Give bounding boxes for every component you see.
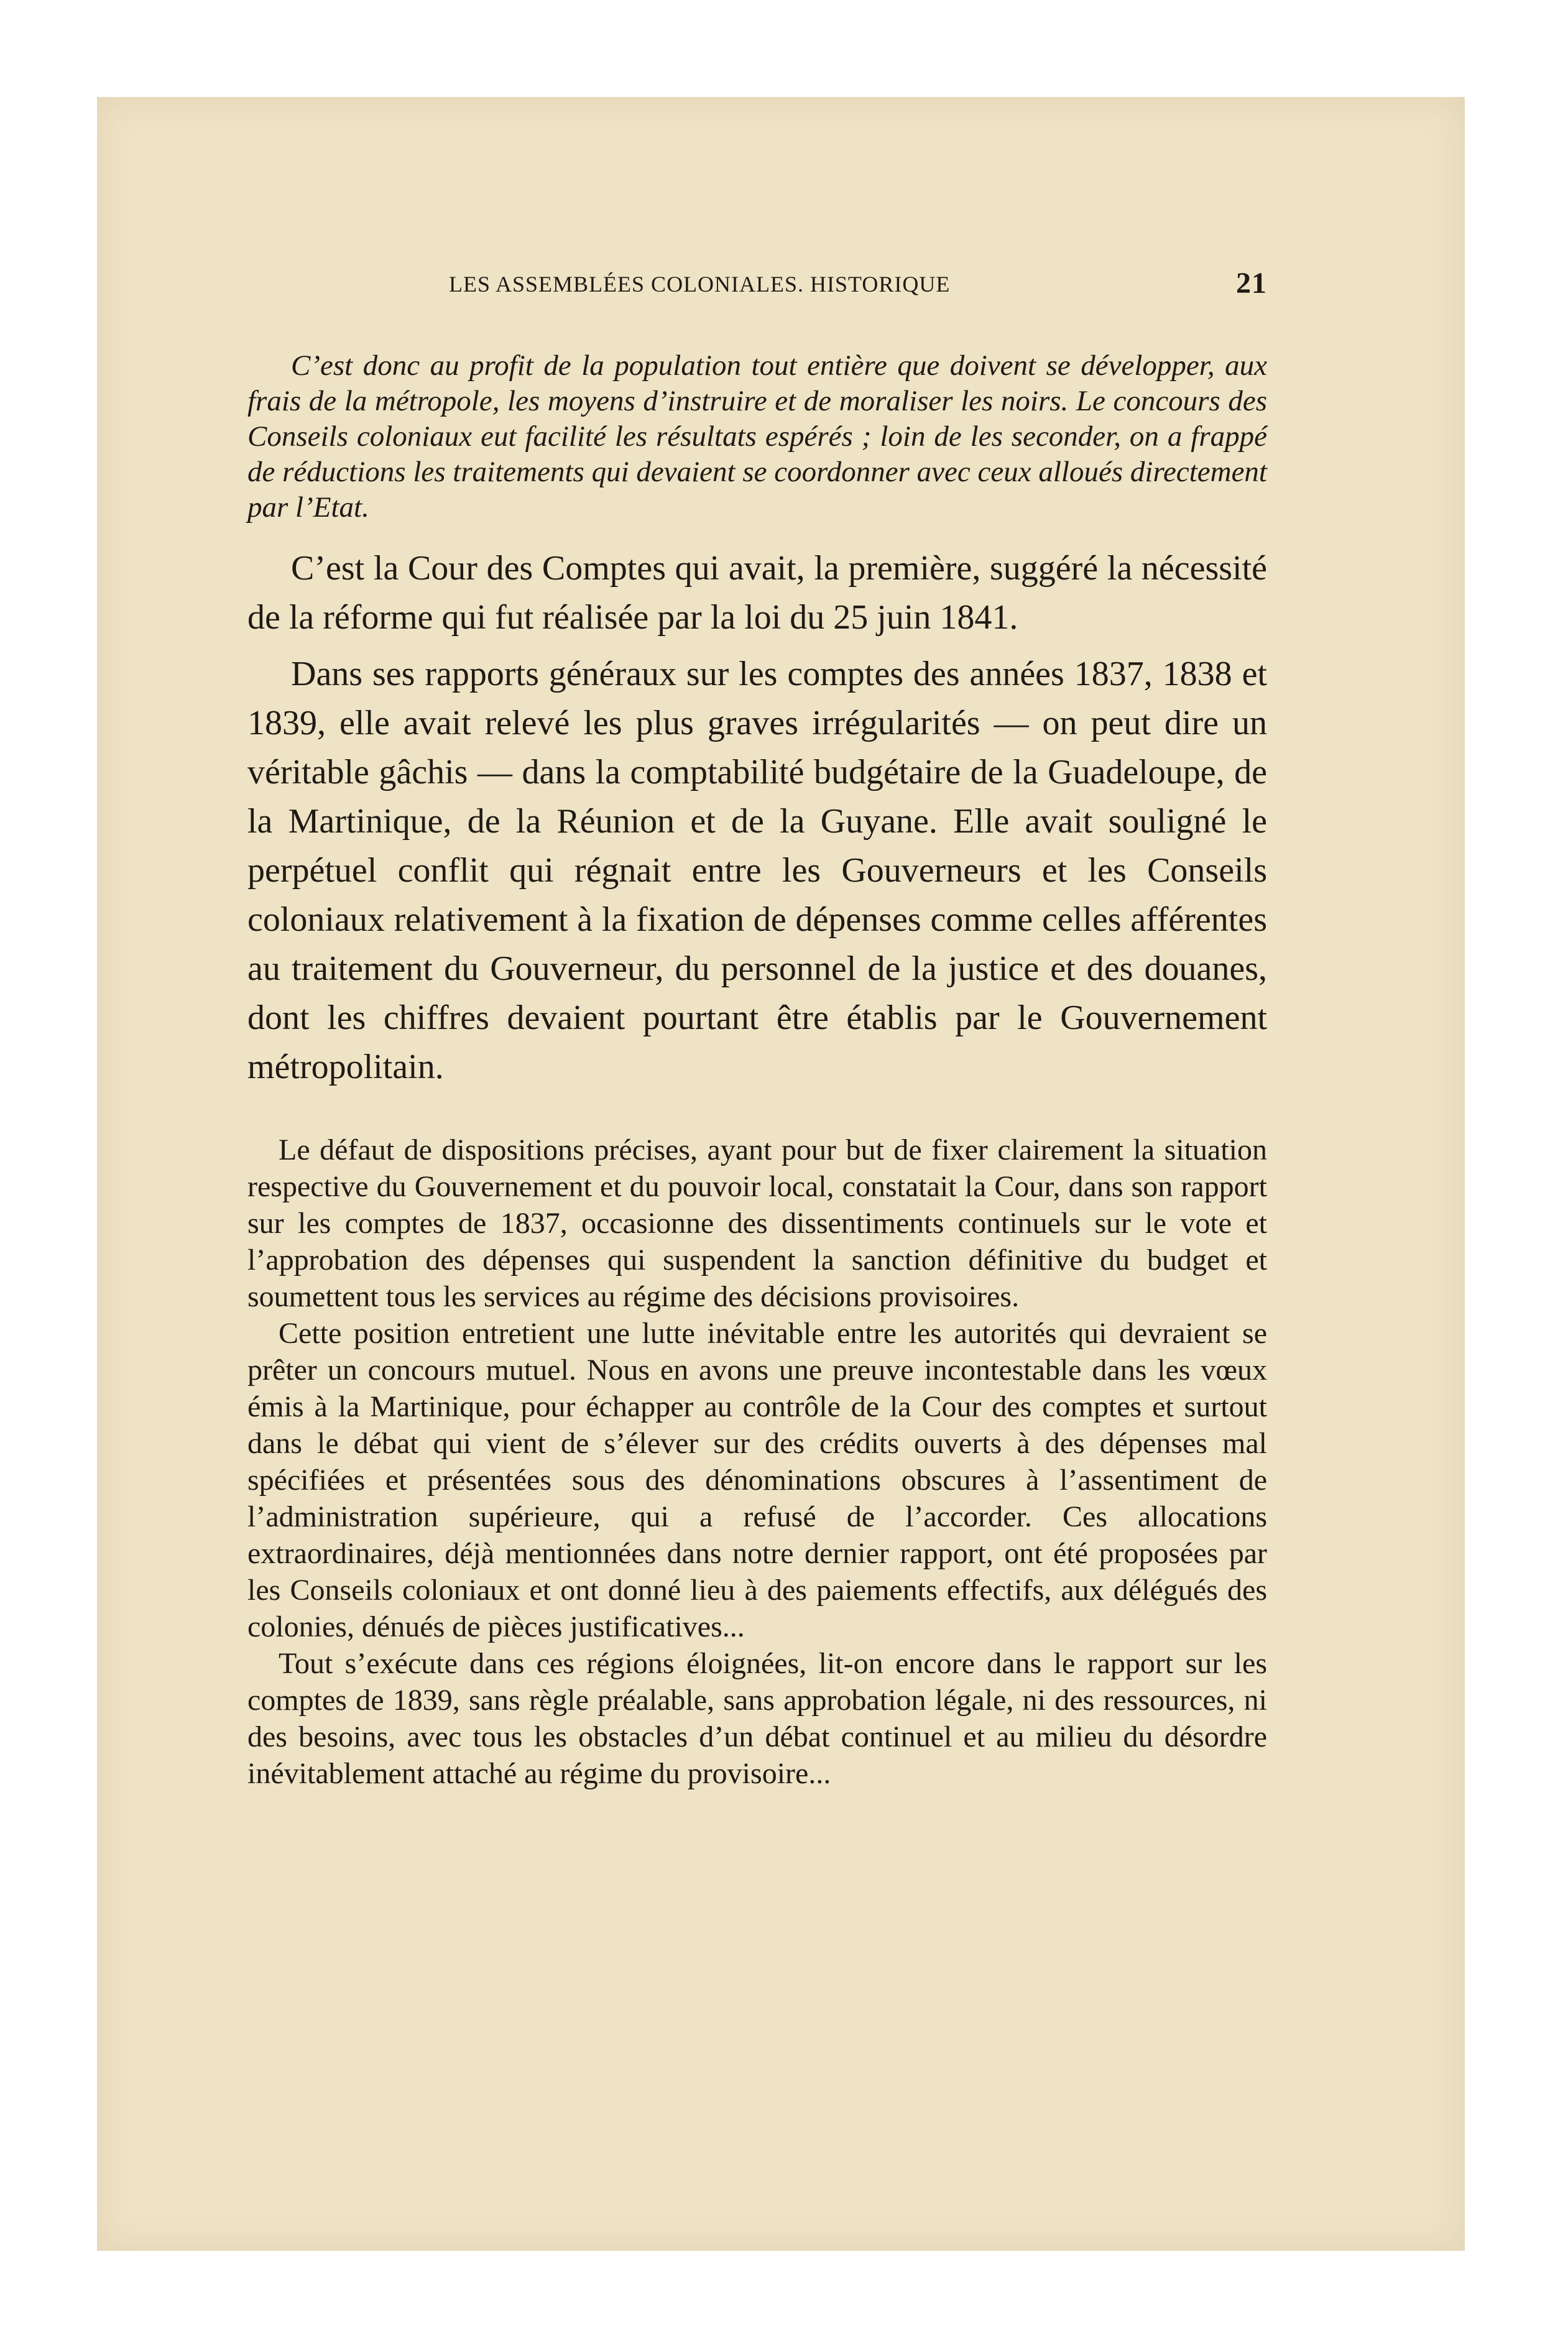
- running-title: LES ASSEMBLÉES COLONIALES. HISTORIQUE: [449, 272, 951, 297]
- body-paragraph: Dans ses rapports généraux sur les comptes des années 1837, 1838 et 1839, elle avait relevé les plus graves irrégularités — on peut dire un véritable gâchis — dans la comptabilité budgétaire de la Guadeloupe, de la Martinique, de la Réunion et de la Guyane. Elle avait souligné le perpétuel conflit qui régnait entre les Gouverneurs et les Conseils coloniaux relativement à la fixation de dépenses comme celles afférentes au traitement du Gouverneur, du personnel de la justice et des douanes, dont les chiffres devaient pourtant être établis par le Gouvernement métropolitain.: [247, 655, 1267, 1086]
- quoted-paragraph: Le défaut de dispositions précises, ayant pour but de fixer clairement la situation respective du Gouvernement et du pouvoir local, constatait la Cour, dans son rapport sur les comptes de 1837, occasionne des dissentiments continuels sur le vote et l’approbation des dépenses qui suspendent la sanction définitive du budget et soumettent tous les services au régime des décisions provisoires.: [247, 1133, 1267, 1313]
- quoted-paragraph: Tout s’exécute dans ces régions éloignées, lit-on encore dans le rapport sur les comptes de 1839, sans règle préalable, sans approbation légale, ni des ressources, ni des besoins, avec tous les obstacles d’un débat continuel et au milieu du désordre inévitablement attaché au régime du provisoire...: [247, 1647, 1267, 1790]
- body-paragraph: C’est la Cour des Comptes qui avait, la première, suggéré la nécessité de la réforme qui fut réalisée par la loi du 25 juin 1841.: [247, 549, 1267, 637]
- book-page: [247, 266, 1267, 1792]
- quoted-paragraph: Cette position entretient une lutte inévitable entre les autorités qui devraient se prêter un concours mutuel. Nous en avons une preuve incontestable dans les vœux émis à la Martinique, pour échapper au contrôle de la Cour des comptes et surtout dans le débat qui vient de s’élever sur des crédits ouverts à des dépenses mal spécifiées et présentées sous des dénominations obscures à l’assentiment de l’administration supérieure, qui a refusé de l’accorder. Ces allocations extraordinaires, déjà mentionnées dans notre dernier rapport, ont été proposées par les Conseils coloniaux et ont donné lieu à des paiements effectifs, aux délégués des colonies, dénués de pièces justificatives...: [247, 1317, 1267, 1643]
- page-number: 21: [1236, 267, 1267, 300]
- italic-paragraph: C’est donc au profit de la population tout entière que doivent se développer, aux frais de la métropole, les moyens d’instruire et de moraliser les noirs. Le concours des Conseils coloniaux eut facilité les résultats espérés ; loin de les seconder, on a frappé de réductions les traitements qui devaient se coordonner avec ceux alloués directement par l’Etat.: [247, 349, 1267, 524]
- running-header: [247, 266, 1267, 303]
